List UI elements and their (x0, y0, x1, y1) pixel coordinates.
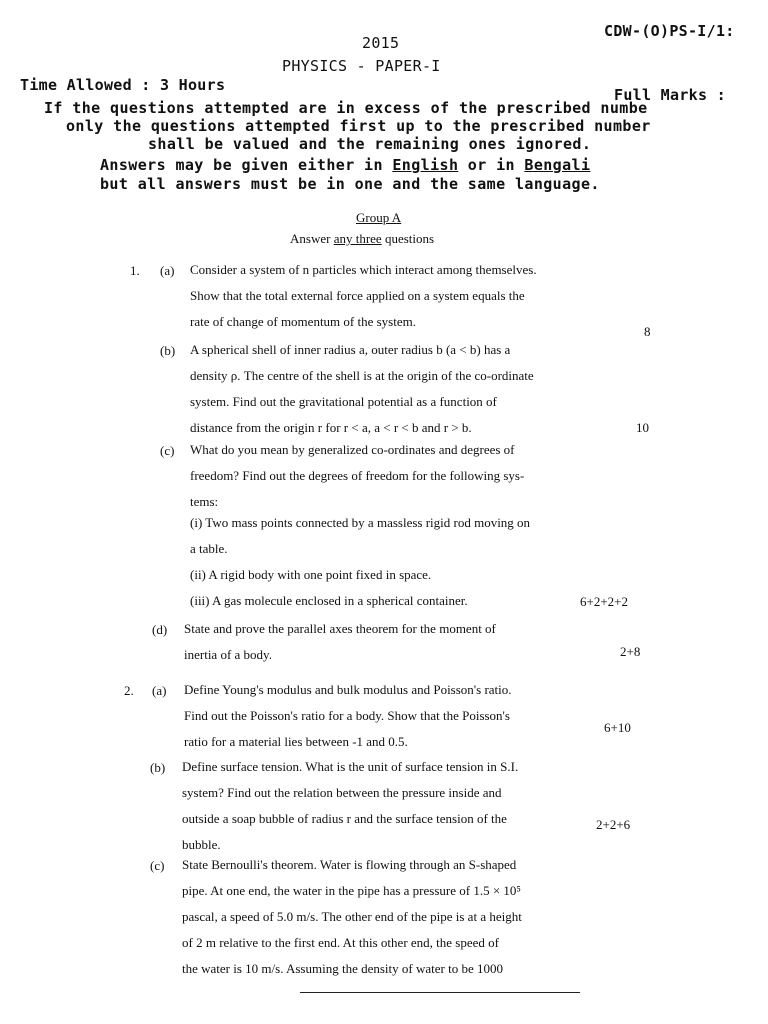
instruction-line-2: only the questions attempted first up to the prescribed number (66, 117, 651, 135)
marks: 8 (644, 324, 651, 339)
english-option: English (392, 156, 459, 174)
instruction-line-4-mid: or in (458, 156, 525, 174)
text-line: of 2 m relative to the first end. At this other end, the speed of (182, 935, 499, 950)
text-line: Find out the Poisson's ratio for a body. Show that the Poisson's (184, 708, 510, 723)
instruction-line-3: shall be valued and the remaining ones ignored. (148, 135, 592, 153)
text-line: A spherical shell of inner radius a, outer radius b (a < b) has a (190, 342, 511, 357)
marks: 2+8 (620, 644, 641, 659)
group-instruction (290, 231, 434, 247)
question-text (182, 754, 518, 858)
question-text (184, 616, 496, 668)
sub-items (190, 510, 530, 614)
part-label: (b) (150, 760, 166, 775)
instruction-line-4-pre: Answers may be given either in (100, 156, 393, 174)
group-title: Group A (356, 210, 402, 225)
text-line: Show that the total external force applied on a system equals the (190, 288, 525, 303)
bengali-option: Bengali (524, 156, 591, 174)
text-line: the water is 10 m/s. Assuming the density of water to be 1000 (182, 961, 503, 976)
group-instruction-post: questions (381, 231, 435, 246)
time-allowed: Time Allowed : 3 Hours (20, 76, 226, 94)
text-line: system? Find out the relation between the pressure inside and (182, 785, 502, 800)
text-line: State Bernoulli's theorem. Water is flowing through an S-shaped (182, 857, 517, 872)
marks: 2+2+6 (596, 817, 631, 832)
part-label: (c) (150, 858, 165, 873)
text-line: pascal, a speed of 5.0 m/s. The other end of the pipe is at a height (182, 909, 522, 924)
text-line: outside a soap bubble of radius r and the surface tension of the (182, 811, 507, 826)
question-text (182, 852, 522, 982)
part-label: (d) (152, 622, 168, 637)
text-line: What do you mean by generalized co-ordinates and degrees of (190, 442, 515, 457)
sub-item: (iii) A gas molecule enclosed in a spherical container. (190, 593, 468, 608)
question-text (190, 437, 524, 515)
full-marks: Full Marks : (614, 86, 726, 104)
sub-item: (ii) A rigid body with one point fixed in space. (190, 567, 432, 582)
group-instruction-pre: Answer (290, 231, 334, 246)
text-line: system. Find out the gravitational potential as a function of (190, 394, 497, 409)
text-line: ratio for a material lies between -1 and 0.5. (184, 734, 408, 749)
text-line: pipe. At one end, the water in the pipe has a pressure of 1.5 × 10⁵ (182, 883, 521, 898)
text-line: density ρ. The centre of the shell is at the origin of the co-ordinate (190, 368, 534, 383)
paper-code: CDW-(O)PS-I/1: (604, 22, 735, 40)
part-label: (b) (160, 343, 176, 358)
sub-item: (i) Two mass points connected by a massless rigid rod moving on (190, 515, 531, 530)
paper-title: PHYSICS - PAPER-I (282, 57, 441, 75)
exam-year: 2015 (362, 34, 400, 52)
text-line: State and prove the parallel axes theorem for the moment of (184, 621, 496, 636)
question-number: 2. (124, 683, 134, 698)
question-number: 1. (130, 263, 140, 278)
question-text (190, 257, 537, 335)
instruction-line-5: but all answers must be in one and the same language. (100, 175, 600, 193)
text-line: Consider a system of n particles which interact among themselves. (190, 262, 537, 277)
instruction-line-1: If the questions attempted are in excess of the prescribed numbe (44, 99, 648, 117)
marks: 6+2+2+2 (580, 594, 628, 609)
part-label: (a) (160, 263, 175, 278)
sub-item: a table. (190, 541, 228, 556)
text-line: freedom? Find out the degrees of freedom for the following sys- (190, 468, 525, 483)
text-line: Define Young's modulus and bulk modulus and Poisson's ratio. (184, 682, 512, 697)
instruction-line-4 (100, 157, 590, 174)
text-line: bubble. (182, 837, 221, 852)
part-label: (c) (160, 443, 175, 458)
part-label: (a) (152, 683, 167, 698)
group-instruction-any-three: any three (333, 231, 382, 246)
page-bottom-rule (300, 992, 580, 993)
marks: 6+10 (604, 720, 631, 735)
marks: 10 (636, 420, 649, 435)
text-line: distance from the origin r for r < a, a < r < b and r > b. (190, 420, 472, 435)
question-text (190, 337, 534, 441)
text-line: inertia of a body. (184, 647, 272, 662)
text-line: rate of change of momentum of the system. (190, 314, 416, 329)
text-line: tems: (190, 494, 219, 509)
question-text (184, 677, 512, 755)
text-line: Define surface tension. What is the unit of surface tension in S.I. (182, 759, 519, 774)
